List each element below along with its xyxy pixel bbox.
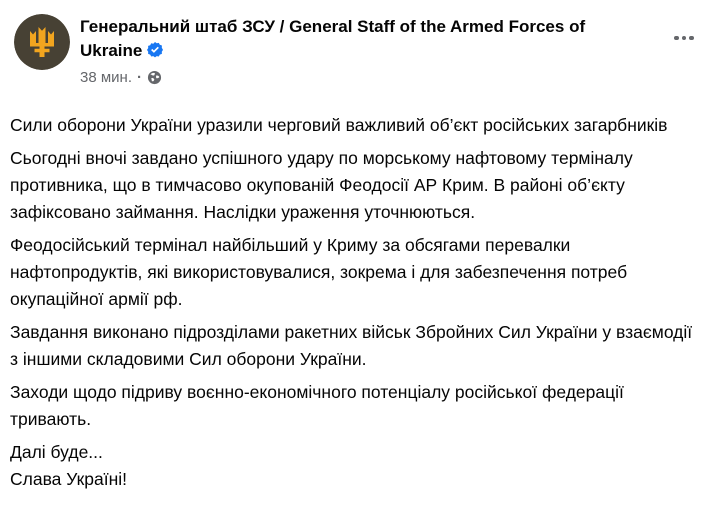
post-header (0, 0, 716, 87)
post-body (0, 87, 716, 499)
page-name-link[interactable] (80, 15, 628, 65)
post-paragraph: Феодосійський термінал найбільший у Криму за обсягами перевалки нафтопродуктів, які використовувалися, зокрема і для забезпечення потреб окупаційної армії рф. (10, 235, 628, 309)
globe-icon (147, 70, 162, 85)
post-paragraph: Заходи щодо підриву воєнно-економічного потенціалу російської федерації тривають. (10, 382, 624, 429)
timestamp[interactable]: 38 мин. (80, 69, 132, 86)
post-paragraph: Слава Україні! (10, 469, 128, 489)
meta-separator: · (137, 69, 142, 86)
post-meta (80, 68, 628, 87)
post-paragraph: Сьогодні вночі завдано успішного удару по морському нафтовому терміналу противника, що в тимчасово окупованій Феодосії АР Крим. В районі об’єкту зафіксовано займання. Наслідки ураження уточнюються. (10, 148, 633, 222)
post-paragraph: Сили оборони України уразили черговий важливий об’єкт російських загарбників (10, 115, 668, 135)
more-options-button[interactable] (666, 20, 702, 56)
page-avatar[interactable] (14, 14, 70, 70)
page-name-label: Генеральний штаб ЗСУ / General Staff of the Armed Forces of Ukraine (80, 17, 586, 60)
ellipsis-icon (674, 36, 694, 41)
header-text (80, 14, 628, 87)
trident-emblem-icon (14, 14, 70, 70)
post-paragraph: Далі буде... (10, 442, 103, 462)
post-paragraph: Завдання виконано підрозділами ракетних військ Збройних Сил України у взаємодії з іншими складовими Сил оборони України. (10, 322, 693, 369)
verified-badge-icon (147, 41, 163, 65)
